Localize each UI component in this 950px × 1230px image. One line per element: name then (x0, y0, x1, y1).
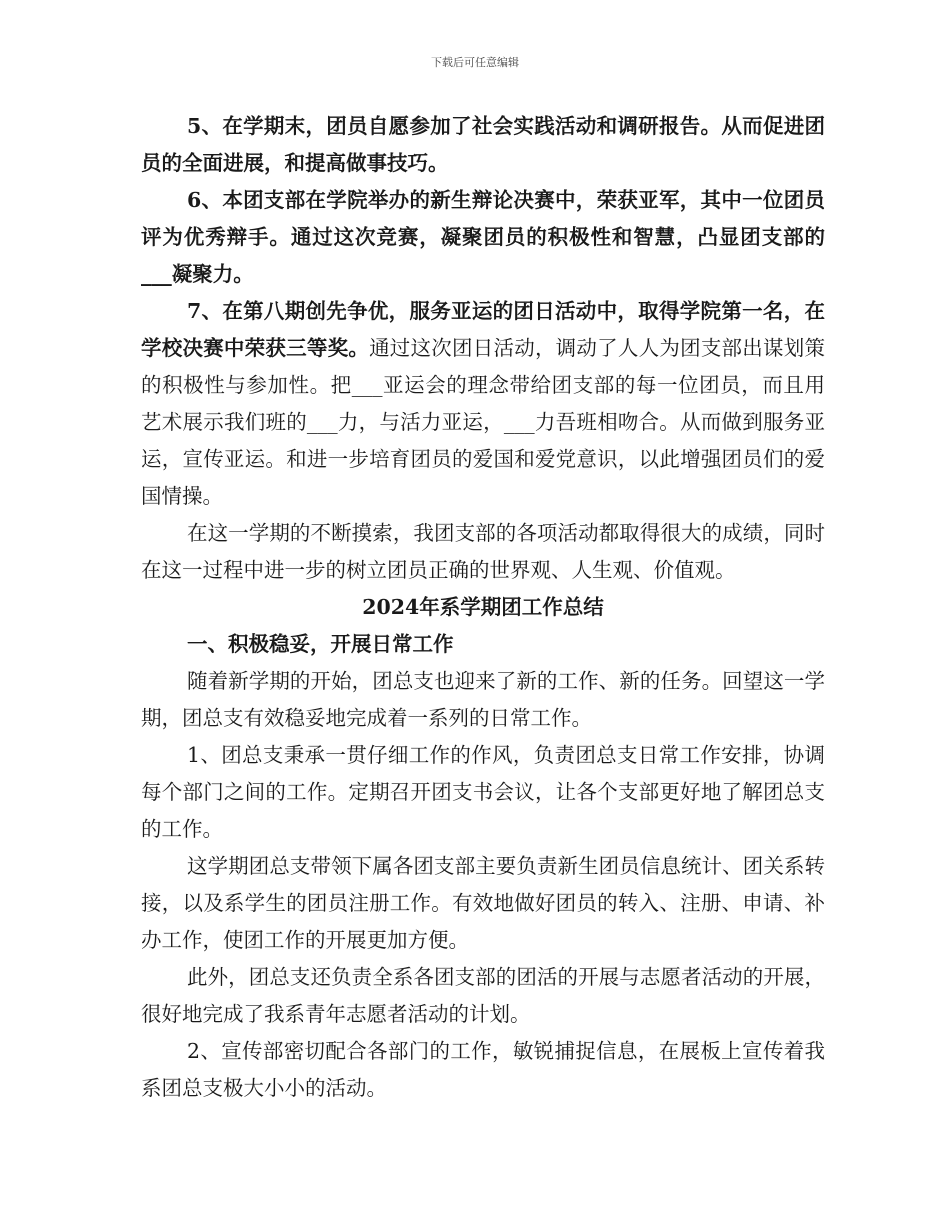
item-7-bold-text: 7、在第八期创先争优，服务亚运的团日活动中，取得学院第一名，在学校决赛中荣获三等奖。 (141, 299, 825, 360)
paragraph-3: 这学期团总支带领下属各团支部主要负责新生团员信息统计、团关系转接，以及系学生的团员注册工作。有效地做好团员的转入、注册、申请、补办工作，使团工作的开展更加方便。 (141, 854, 825, 952)
heading-one: 一、积极稳妥，开展日常工作 (187, 632, 454, 656)
page-header-note: 下载后可任意编辑 (431, 56, 519, 69)
paragraph-2: 1、团总支秉承一贯仔细工作的作风，负责团总支日常工作安排，协调每个部门之间的工作。定期召开团支书会议，让各个支部更好地了解团总支的工作。 (141, 743, 825, 841)
paragraph-4: 此外，团总支还负责全系各团支部的团活的开展与志愿者活动的开展，很好地完成了我系青年志愿者活动的计划。 (141, 965, 825, 1026)
item-7-rest-text: 通过这次团日活动，调动了人人为团支部出谋划策的积极性与参加性。把___亚运会的理念带给团支部的每一位团员，而且用艺术展示我们班的___力，与活力亚运，___力吾班相吻合。从而做到服务亚运，宣传亚运。和进一步培育团员的爱国和爱党意识，以此增强团员们的爱国情操。 (141, 336, 825, 508)
closing-paragraph: 在这一学期的不断摸索，我团支部的各项活动都取得很大的成绩，同时在这一过程中进一步的树立团员正确的世界观、人生观、价值观。 (141, 521, 825, 582)
paragraph-1: 随着新学期的开始，团总支也迎来了新的工作、新的任务。回望这一学期，团总支有效稳妥地完成着一系列的日常工作。 (141, 669, 825, 730)
document-body (141, 108, 825, 1107)
section-title: 2024年系学期团工作总结 (362, 595, 604, 619)
paragraph-5: 2、宣传部密切配合各部门的工作，敏锐捕捉信息，在展板上宣传着我系团总支极大小小的活动。 (141, 1039, 825, 1100)
item-7-paragraph (141, 293, 825, 515)
item-5-paragraph: 5、在学期末，团员自愿参加了社会实践活动和调研报告。从而促进团员的全面进展，和提高做事技巧。 (141, 114, 825, 175)
item-6-paragraph: 6、本团支部在学院举办的新生辩论决赛中，荣获亚军，其中一位团员评为优秀辩手。通过这次竞赛，凝聚团员的积极性和智慧，凸显团支部的___凝聚力。 (141, 188, 825, 286)
